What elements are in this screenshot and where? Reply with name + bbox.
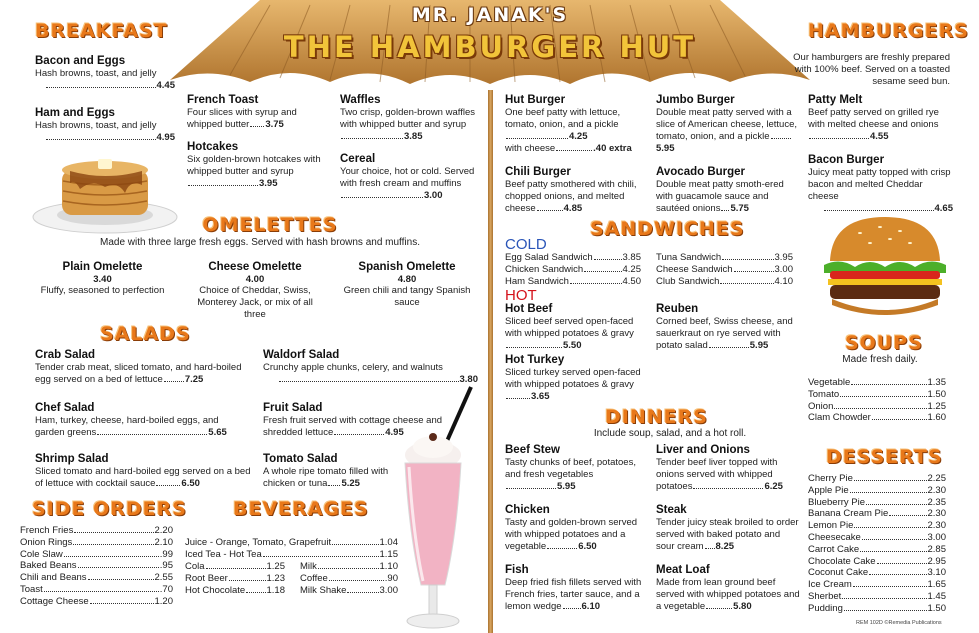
list-item: Carrot Cake 2.85 [808, 543, 946, 555]
item-desc: Tender crab meat, sliced tomato, and hard-boiled egg served on a bed of lettuce [35, 362, 242, 385]
menu-item [505, 354, 645, 403]
item-name: Beef Stew [505, 444, 560, 456]
menu-item [505, 303, 645, 352]
cold-label: COLD [505, 236, 547, 253]
menu-item [808, 154, 953, 215]
item-name: Jumbo Burger [656, 94, 735, 106]
item-desc: Ham, turkey, cheese, hard-boiled eggs, and garden greens [35, 415, 219, 438]
soups-list [808, 377, 946, 424]
item-name: Cheese Omelette [208, 261, 302, 273]
omelettes-subtitle: Made with three large fresh eggs. Served with hash browns and muffins. [100, 237, 420, 248]
menu-item [187, 94, 327, 131]
item-name: Patty Melt [808, 94, 863, 106]
menu-item [505, 504, 645, 553]
list-item: Cola 1.25 [185, 561, 285, 572]
item-desc: Double meat patty served with a slice of American cheese, lettuce, tomato, onion, and a pickle [656, 107, 797, 142]
item-price: 6.50 [181, 478, 200, 489]
menu-item [30, 261, 175, 297]
menu-item [505, 444, 645, 493]
item-price: 5.95 [749, 340, 769, 351]
item-name: Hotcakes [187, 141, 239, 153]
publication-credit: REM 102D ©Remedia Publications [856, 620, 942, 626]
list-item: Club Sandwich 4.10 [656, 275, 793, 287]
menu-item [505, 94, 645, 155]
item-name: Hot Turkey [505, 354, 565, 366]
menu-item [656, 166, 801, 215]
item-name: Spanish Omelette [358, 261, 456, 273]
item-name: Bacon Burger [808, 154, 885, 166]
list-item: Cherry Pie 2.25 [808, 473, 946, 484]
cold-sandwich-list-right [656, 252, 793, 287]
item-price: 6.25 [764, 481, 783, 492]
item-name: Waldorf Salad [263, 349, 340, 361]
hamburgers-heading: HAMBURGERS [808, 20, 969, 42]
item-desc: Beef patty smothered with chili, chopped onions, and melted cheese [505, 179, 637, 214]
item-name: Chef Salad [35, 402, 95, 414]
item-price: 3.95 [259, 178, 278, 189]
item-desc: Tasty and golden-brown served with whipped potatoes and a vegetable [505, 517, 638, 552]
hamburgers-intro: Our hamburgers are freshly prepared with 100% beef. Served on a toasted sesame seed bun. [793, 52, 950, 87]
item-desc: Four slices with syrup and whipped butter [187, 107, 297, 130]
item-name: Waffles [340, 94, 381, 106]
list-item: Cheesecake 3.00 [808, 531, 946, 543]
milkshake-image [395, 385, 485, 633]
item-desc: Sliced beef served open-faced with whipped potatoes & gravy [505, 316, 634, 339]
item-name: Bacon and Eggs [35, 55, 126, 67]
item-price: 3.80 [459, 374, 478, 385]
item-extra: with cheese [505, 143, 556, 154]
list-item: Sherbet 1.45 [808, 590, 946, 602]
item-desc: Corned beef, Swiss cheese, and sauerkraut on rye served with potato salad [656, 316, 793, 351]
item-price: 5.95 [557, 481, 576, 492]
menu-item [263, 349, 478, 386]
list-item: Cottage Cheese 1.20 [20, 595, 173, 607]
list-item: Apple Pie 2.30 [808, 484, 946, 496]
item-name: French Toast [187, 94, 259, 106]
list-item: Cheese Sandwich 3.00 [656, 263, 793, 275]
menu-item [340, 153, 480, 202]
menu-item [35, 402, 250, 439]
desserts-list [808, 473, 946, 615]
item-price: 5.95 [656, 143, 675, 154]
item-desc: Sliced turkey served open-faced with whipped potatoes & gravy [505, 367, 641, 390]
item-desc: Tender beef liver topped with onions served with whipped potatoes [656, 457, 778, 492]
item-desc: Tender juicy steak broiled to order served with baked potato and sour cream [656, 517, 799, 552]
list-item: Lemon Pie 2.30 [808, 520, 946, 532]
item-price: 3.00 [424, 190, 443, 201]
item-price: 3.85 [404, 131, 423, 142]
hot-label: HOT [505, 287, 537, 304]
list-item: Egg Salad Sandwich 3.85 [505, 252, 641, 263]
list-item: Milk 1.10 [300, 561, 398, 572]
menu-item [35, 107, 175, 144]
list-item: Root Beer 1.23 [185, 572, 285, 584]
list-item: Pudding 1.50 [808, 602, 946, 614]
beverages-heading: BEVERAGES [233, 498, 369, 520]
item-desc: Six golden-brown hotcakes with whipped butter and syrup [187, 154, 321, 177]
item-name: Reuben [656, 303, 699, 315]
menu-item [342, 261, 472, 309]
item-price: 3.75 [265, 119, 284, 130]
item-desc: Beef patty served on grilled rye with melted cheese and onions [808, 107, 939, 130]
item-price: 4.25 [569, 131, 588, 142]
dinners-heading: DINNERS [605, 406, 708, 428]
item-name: Steak [656, 504, 687, 516]
item-name: Shrimp Salad [35, 453, 109, 465]
item-price: 8.25 [715, 541, 735, 552]
breakfast-heading: BREAKFAST [35, 20, 168, 42]
item-desc: A whole ripe tomato filled with chicken or tuna [263, 466, 389, 489]
item-price: 6.50 [578, 541, 597, 552]
pancakes-image [30, 145, 180, 235]
item-desc: Crunchy apple chunks, celery, and walnuts [263, 362, 443, 373]
item-name: Fish [505, 564, 529, 576]
menu-item [808, 94, 953, 143]
item-desc: Two crisp, golden-brown waffles with whipped butter and syrup [340, 107, 475, 130]
item-name: Fruit Salad [263, 402, 323, 414]
hut-pole [488, 90, 493, 633]
item-price: 4.95 [385, 427, 404, 438]
list-item: Onion 1.25 [808, 400, 946, 412]
list-item: Coconut Cake 3.10 [808, 567, 946, 579]
side-orders-list [20, 525, 173, 608]
item-name: Avocado Burger [656, 166, 746, 178]
item-name: Chili Burger [505, 166, 571, 178]
item-desc: Double meat patty smoth-ered with guacamole sauce and sautéed onions [656, 179, 784, 214]
list-item: Coffee .90 [300, 572, 398, 584]
item-name: Chicken [505, 504, 550, 516]
item-desc: Fluffy, seasoned to perfection [40, 285, 165, 296]
list-item: Onion Rings 2.10 [20, 536, 173, 548]
item-price: 7.25 [184, 374, 204, 385]
item-desc: Green chili and tangy Spanish sauce [343, 285, 471, 308]
menu-item [656, 564, 801, 613]
item-desc: Hash browns, toast, and jelly [35, 68, 157, 79]
menu-item [656, 303, 801, 352]
item-price: 4.95 [156, 132, 175, 143]
item-price: 5.80 [733, 601, 752, 612]
item-price: 4.85 [563, 203, 583, 214]
salads-heading: SALADS [100, 323, 191, 345]
item-desc: Choice of Cheddar, Swiss, Monterey Jack, or mix of all three [197, 285, 313, 320]
list-item: Tuna Sandwich 3.95 [656, 252, 793, 263]
list-item: Chocolate Cake 2.95 [808, 555, 946, 567]
soups-subtitle: Made fresh daily. [842, 354, 918, 365]
list-item: Tomato 1.50 [808, 388, 946, 400]
item-price: 4.65 [934, 203, 953, 214]
list-item: Baked Beans .95 [20, 560, 173, 572]
list-item: Hot Chocolate 1.18 [185, 584, 285, 596]
item-desc: One beef patty with lettuce, tomato, onion, and a pickle [505, 107, 621, 130]
restaurant-title: THE HAMBURGER HUT [283, 30, 697, 64]
list-item: Ham Sandwich 4.50 [505, 275, 641, 287]
item-price: 5.25 [341, 478, 360, 489]
item-price: 6.10 [581, 601, 601, 612]
menu-item [505, 564, 645, 613]
item-price: 5.65 [208, 427, 227, 438]
item-desc: Hash browns, toast, and jelly [35, 120, 157, 131]
list-item: Vegetable 1.35 [808, 377, 946, 388]
item-price: 3.40 [93, 274, 112, 285]
menu-item [656, 444, 801, 493]
menu-item [35, 55, 175, 92]
list-item: Ice Cream 1.65 [808, 579, 946, 591]
item-extra-price: .40 extra [593, 143, 632, 154]
menu-item [187, 141, 327, 190]
list-item: Banana Cream Pie 2.30 [808, 508, 946, 520]
item-price: 4.45 [156, 80, 175, 91]
item-price: 4.55 [870, 131, 889, 142]
item-name: Meat Loaf [656, 564, 710, 576]
item-name: Tomato Salad [263, 453, 338, 465]
list-item: Chili and Beans 2.55 [20, 572, 173, 584]
dinners-subtitle: Include soup, salad, and a hot roll. [593, 428, 747, 439]
sandwiches-heading: SANDWICHES [590, 218, 745, 240]
item-name: Hot Beef [505, 303, 553, 315]
beverages-list-left [185, 561, 285, 596]
list-item: Chicken Sandwich 4.25 [505, 263, 641, 275]
list-item: Clam Chowder 1.60 [808, 412, 946, 424]
list-item: Iced Tea - Hot Tea 1.15 [185, 548, 398, 560]
list-item: Cole Slaw .99 [20, 548, 173, 560]
menu-item [263, 453, 403, 490]
item-desc: Deep fried fish fillets served with French fries, tarter sauce, and a lemon wedge [505, 577, 642, 612]
item-name: Hut Burger [505, 94, 566, 106]
item-price: 5.50 [563, 340, 582, 351]
menu-item [35, 349, 250, 386]
beverages-list-right [300, 561, 398, 596]
menu-item [505, 166, 645, 215]
item-name: Liver and Onions [656, 444, 750, 456]
list-item: Blueberry Pie 2.35 [808, 496, 946, 508]
side-orders-heading: SIDE ORDERS [32, 498, 187, 520]
beverages-list-wide [185, 537, 398, 561]
item-name: Cereal [340, 153, 376, 165]
soups-heading: SOUPS [845, 332, 923, 354]
item-desc: Sliced tomato and hard-boiled egg served on a bed of lettuce with cocktail sauce [35, 466, 251, 489]
item-desc: Fresh fruit served with cottage cheese and shredded lettuce [263, 415, 443, 438]
item-price: 4.80 [397, 274, 417, 285]
list-item: French Fries 2.20 [20, 525, 173, 536]
item-desc: Juicy meat patty topped with crisp bacon and melted Cheddar cheese [808, 167, 951, 202]
item-desc: Your choice, hot or cold. Served with fresh cream and muffins [340, 166, 475, 189]
list-item: Juice - Orange, Tomato, Grapefruit 1.04 [185, 537, 398, 548]
list-item: Milk Shake 3.00 [300, 584, 398, 596]
omelettes-heading: OMELETTES [202, 214, 338, 236]
item-price: 5.75 [730, 203, 749, 214]
hamburger-image [820, 213, 950, 325]
menu-item [340, 94, 480, 143]
item-desc: Made from lean ground beef served with whipped potatoes and a vegetable [656, 577, 800, 612]
item-price: 4.00 [245, 274, 265, 285]
menu-item [656, 94, 801, 155]
menu-item [35, 453, 255, 490]
item-name: Plain Omelette [62, 261, 143, 273]
item-price: 3.65 [531, 391, 550, 402]
owner-name: MR. JANAK'S [411, 4, 569, 26]
menu-item [656, 504, 801, 553]
desserts-heading: DESSERTS [826, 446, 943, 468]
item-name: Ham and Eggs [35, 107, 115, 119]
list-item: Toast .70 [20, 583, 173, 595]
item-name: Crab Salad [35, 349, 96, 361]
item-desc: Tasty chunks of beef, potatoes, and fresh vegetables [505, 457, 636, 480]
menu-item [190, 261, 320, 321]
cold-sandwich-list-left [505, 252, 641, 287]
